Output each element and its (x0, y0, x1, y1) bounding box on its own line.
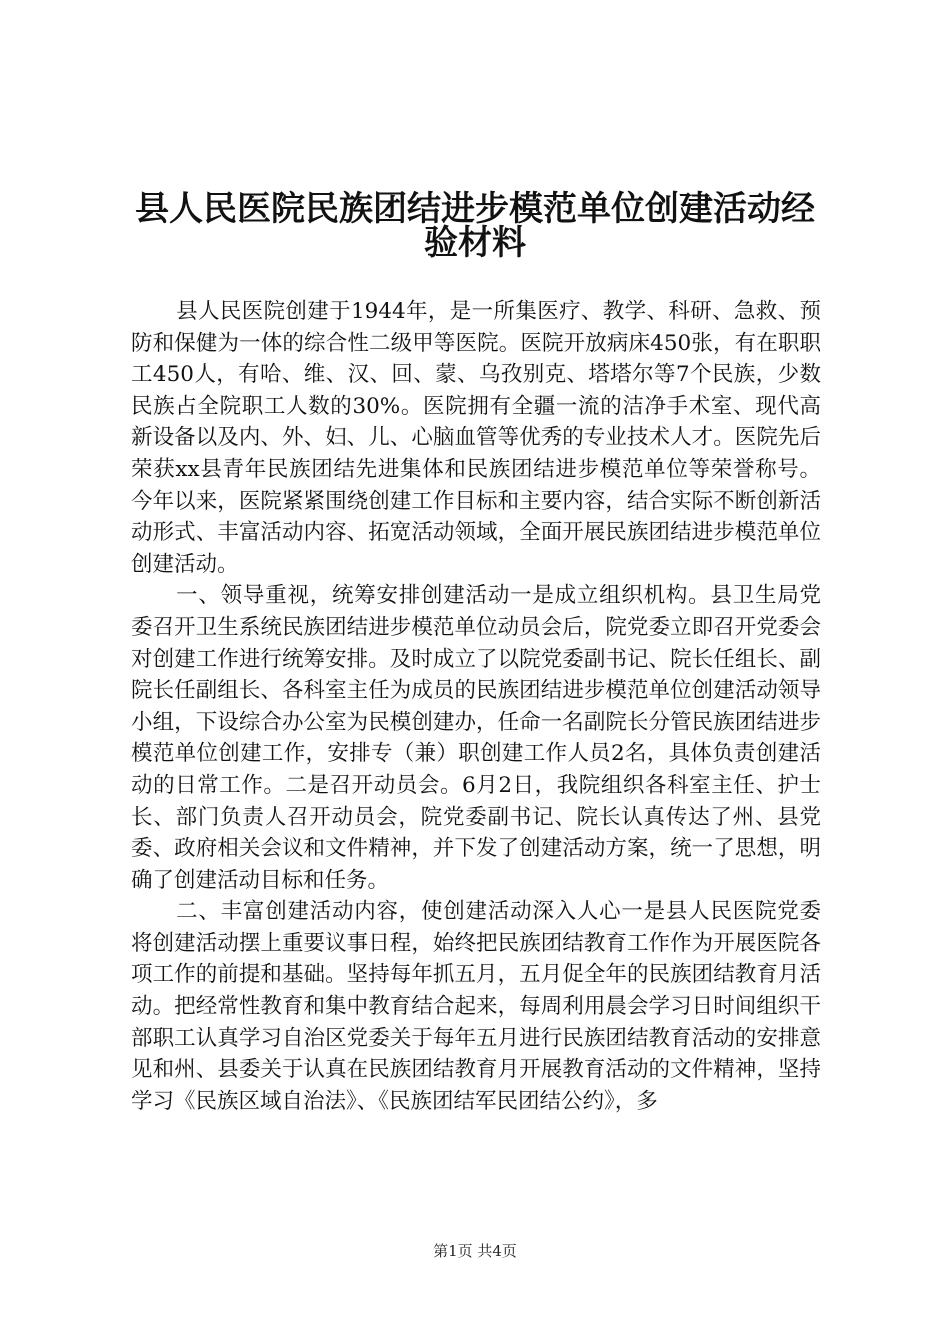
paragraph-section-2: 二、丰富创建活动内容，使创建活动深入人心一是县人民医院党委将创建活动摆上重要议事日程，始终把民族团结教育工作作为开展医院各项工作的前提和基础。坚持每年抓五月，五月促全年的民族团结教育月活动。把经常性教育和集中教育结合起来，每周利用晨会学习日时间组织干部职工认真学习自治区党委关于每年五月进行民族团结教育活动的安排意见和州、县委关于认真在民族团结教育月开展教育活动的文件精神，坚持学习《民族区域自治法》、《民族团结军民团结公约》，多 (131, 899, 821, 1114)
document-title-line-2: 验材料 (424, 223, 526, 263)
paragraph-section-1: 一、领导重视，统筹安排创建活动一是成立组织机构。县卫生局党委召开卫生系统民族团结进步模范单位动员会后，院党委立即召开党委会对创建工作进行统筹安排。及时成立了以院党委副书记、院长任组长、副院长任副组长、各科室主任为成员的民族团结进步模范单位创建活动领导小组，下设综合办公室为民模创建办，任命一名副院长分管民族团结进步模范单位创建工作，安排专（兼）职创建工作人员2名，具体负责创建活动的日常工作。二是召开动员会。6月2日，我院组织各科室主任、护士长、部门负责人召开动员会，院党委副书记、院长认真传达了州、县党委、政府相关会议和文件精神，并下发了创建活动方案，统一了思想，明确了创建活动目标和任务。 (131, 583, 821, 893)
page-number-footer: 第1页 共4页 (433, 1242, 517, 1260)
document-title-line-1: 县人民医院民族团结进步模范单位创建活动经 (135, 189, 815, 229)
paragraph-intro: 县人民医院创建于1944年，是一所集医疗、教学、科研、急救、预防和保健为一体的综合性二级甲等医院。医院开放病床450张，有在职职工450人，有哈、维、汉、回、蒙、乌孜别克、塔塔尔等7个民族，少数民族占全院职工人数的30%。医院拥有全疆一流的洁净手术室、现代高新设备以及内、外、妇、儿、心脑血管等优秀的专业技术人才。医院先后荣获xx县青年民族团结先进集体和民族团结进步模范单位等荣誉称号。今年以来，医院紧紧围绕创建工作目标和主要内容，结合实际不断创新活动形式、丰富活动内容、拓宽活动领域，全面开展民族团结进步模范单位创建活动。 (131, 299, 821, 577)
document-body (131, 296, 821, 1117)
